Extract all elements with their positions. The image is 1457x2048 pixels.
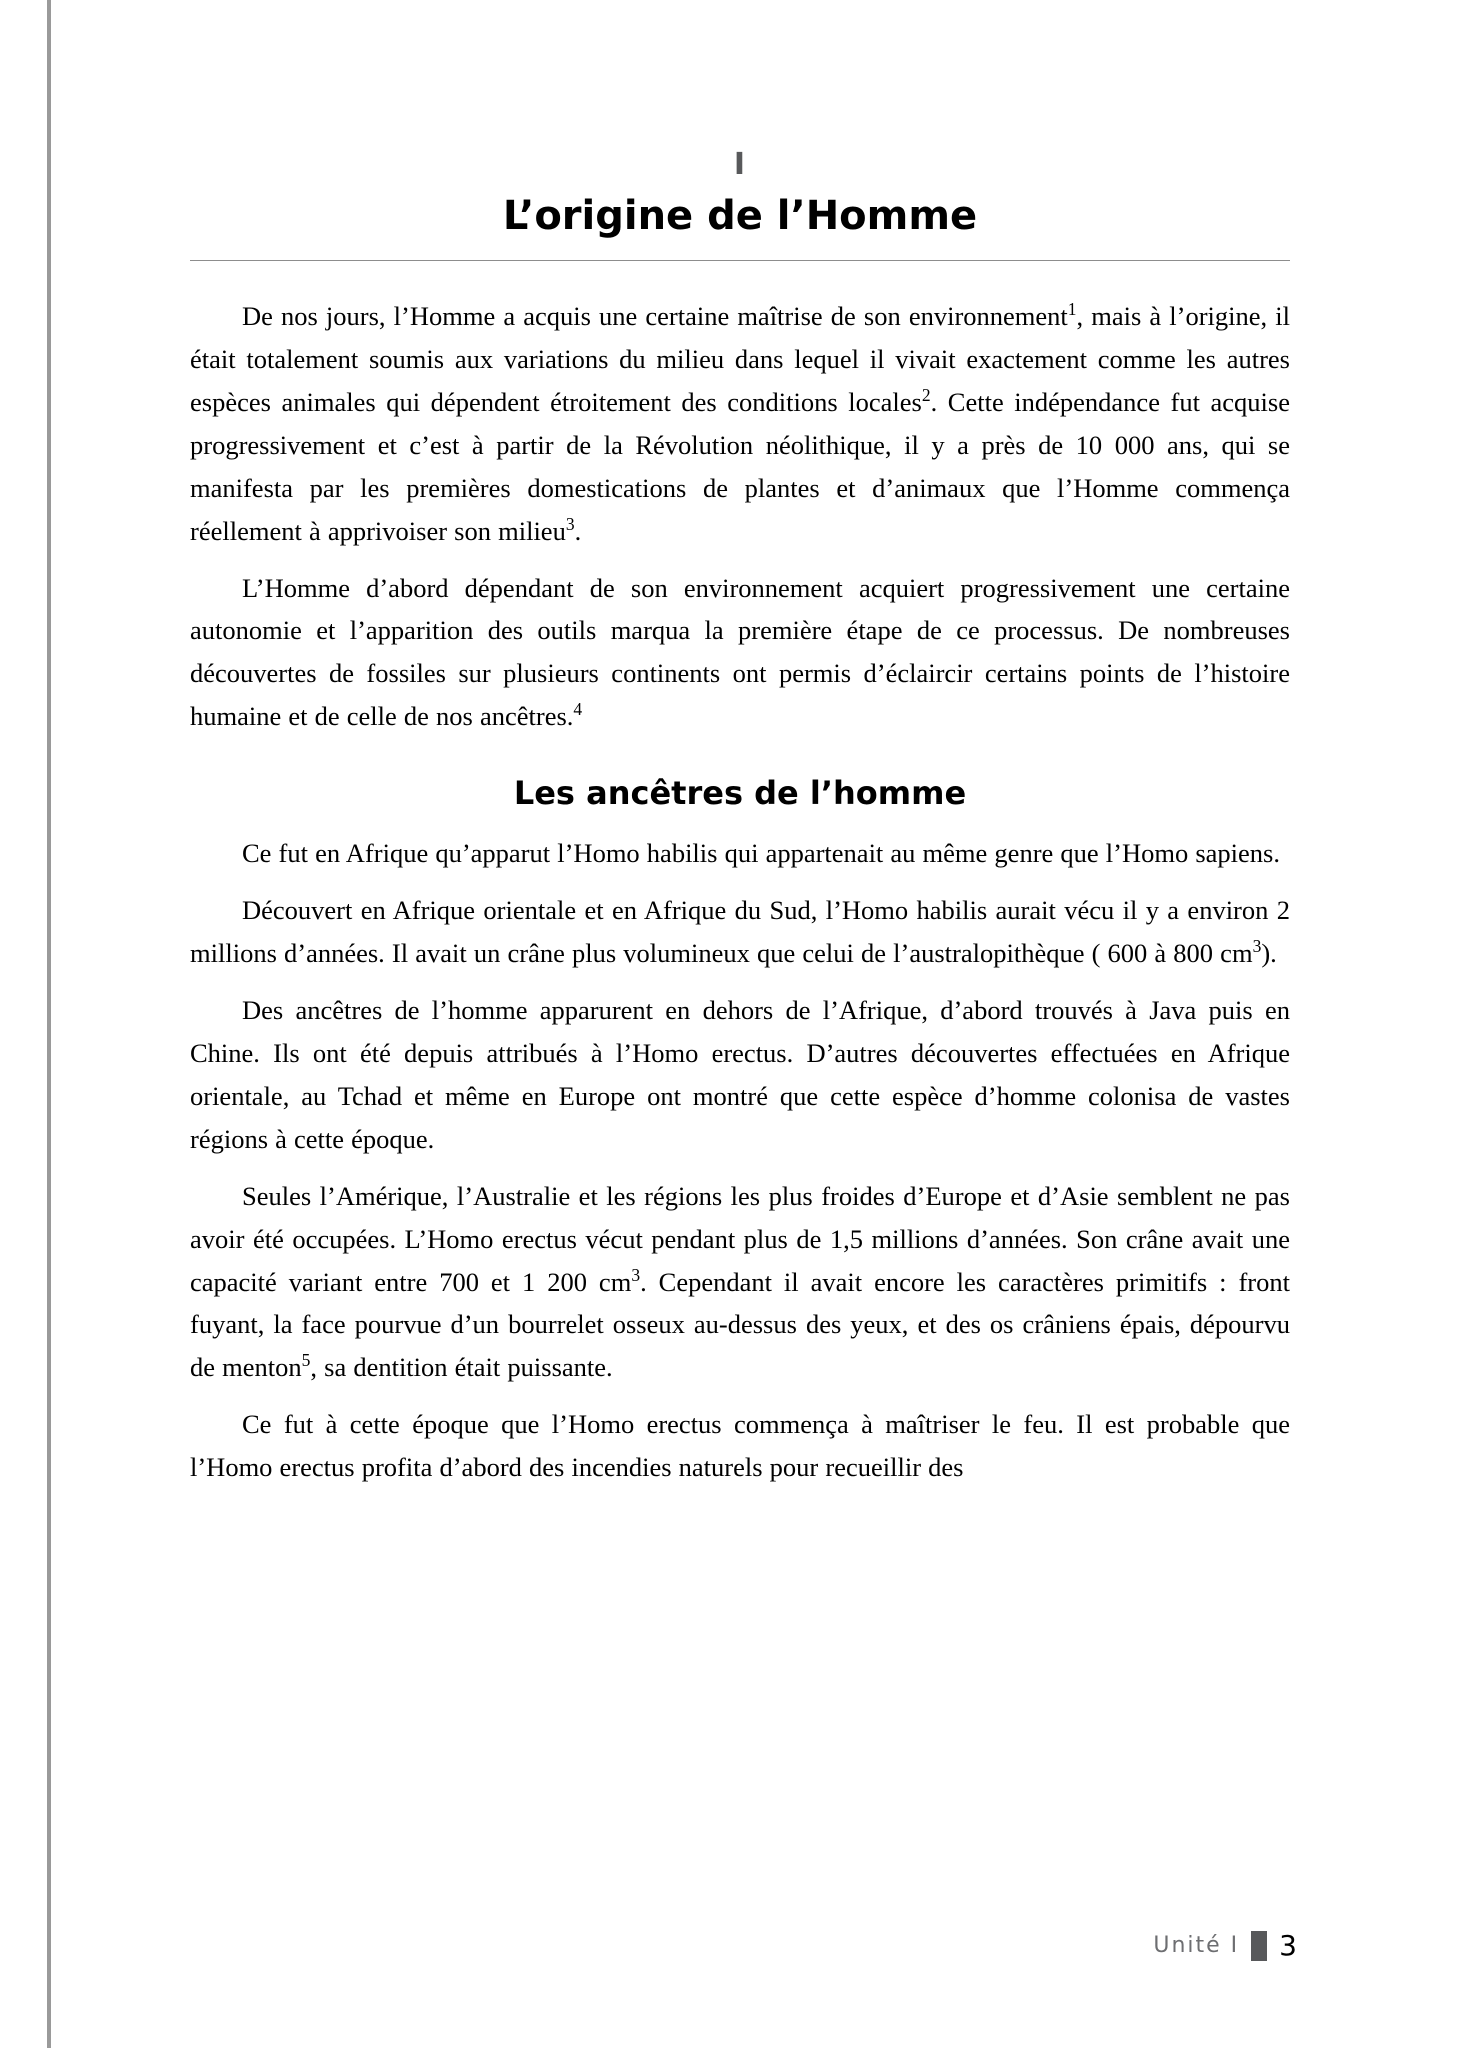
footer-unit-label: Unité I bbox=[1153, 1933, 1240, 1958]
page-title: L’origine de l’Homme bbox=[502, 193, 978, 239]
paragraph-section-5: Ce fut à cette époque que l’Homo erectus commença à maîtriser le feu. Il est probable que l’Homo erectus profita d’abord des incendies naturels pour recueillir des bbox=[190, 1409, 1290, 1483]
paragraph-section-1: Ce fut en Afrique qu’apparut l’Homo habilis qui appartenait au même genre que l’Homo sapiens. bbox=[242, 838, 1280, 869]
footer-marker-icon bbox=[1251, 1931, 1267, 1961]
page-footer bbox=[1153, 1929, 1297, 1962]
page-content bbox=[190, 147, 1290, 1503]
left-margin-rule bbox=[47, 0, 51, 2048]
footer-page-number: 3 bbox=[1279, 1929, 1297, 1962]
title-divider bbox=[190, 260, 1290, 261]
section-heading-ancetres: Les ancêtres de l’homme bbox=[513, 774, 967, 813]
paragraph-intro-1: De nos jours, l’Homme a acquis une certaine maîtrise de son environnement$^1$, mais à l’origine, il était totalement soumis aux variations du milieu dans lequel il vivait exactement comme les autres espèces animales qui dépendent étroitement des conditions locales$^2$. Cette indépendance fut acquise progressivement et c’est à partir de la Révolution néolithique, il y a près de 10 000 ans, qui se manifesta par les premières domestications de plantes et d’animaux que l’Homme commença réellement à apprivoiser son milieu$^3$. bbox=[190, 299, 1290, 546]
paragraph-section-3: Des ancêtres de l’homme apparurent en dehors de l’Afrique, d’abord trouvés à Java puis en Chine. Ils ont été depuis attribués à l’Homo erectus. D’autres découvertes effectuées en Afrique orientale, au Tchad et même en Europe ont montré que cette espèce d’homme colonisa de vastes régions à cette époque. bbox=[190, 994, 1290, 1154]
paragraph-section-2: Découvert en Afrique orientale et en Afrique du Sud, l’Homo habilis aurait vécu il y a environ 2 millions d’années. Il avait un crâne plus volumineux que celui de l’australopithèque ( 600 à 800 $cm^3$). bbox=[190, 895, 1290, 969]
paragraph-intro-2: L’Homme d’abord dépendant de son environnement acquiert progressivement une certaine autonomie et l’apparition des outils marqua la première étape de ce processus. De nombreuses découvertes de fossiles sur plusieurs continents ont permis d’éclaircir certains points de l’histoire humaine et de celle de nos ancêtres.$^4$ bbox=[190, 572, 1290, 732]
unit-number: I bbox=[733, 147, 747, 182]
paragraph-section-4: Seules l’Amérique, l’Australie et les régions les plus froides d’Europe et d’Asie semblent ne pas avoir été occupées. L’Homo erectus vécut pendant plus de 1,5 millions d’années. Son crâne avait une capacité variant entre 700 et 1 200 $cm^3$. Cependant il avait encore les caractères primitifs : front fuyant, la face pourvue d’un bourrelet osseux au-dessus des yeux, et des os crâniens épais, dépourvu de menton$^5$, sa dentition était puissante. bbox=[190, 1180, 1290, 1383]
